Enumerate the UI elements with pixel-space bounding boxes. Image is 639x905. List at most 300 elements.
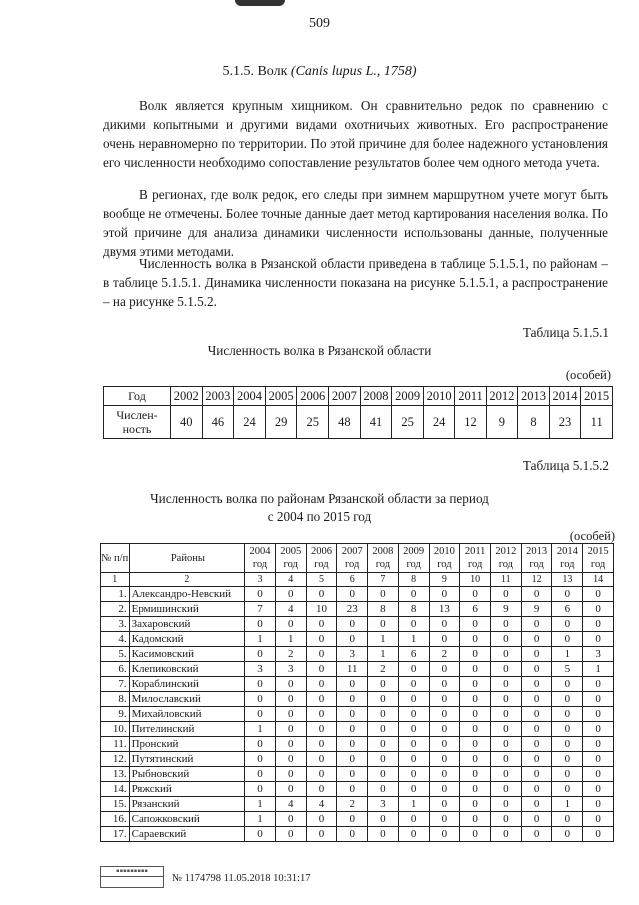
table1-count-cell: 24 bbox=[234, 406, 266, 439]
table2-value-cell: 0 bbox=[245, 587, 276, 602]
table2-row-number: 7. bbox=[101, 677, 130, 692]
table-row bbox=[101, 722, 614, 737]
table2-value-cell: 9 bbox=[491, 602, 522, 617]
table2-value-cell: 0 bbox=[460, 767, 491, 782]
table2-index-cell: 4 bbox=[275, 573, 306, 587]
table2-value-cell: 0 bbox=[460, 632, 491, 647]
table1-year-cell: 2013 bbox=[518, 387, 550, 406]
table2-district-name: Михайловский bbox=[129, 707, 245, 722]
table2-row-number: 16. bbox=[101, 812, 130, 827]
table2-value-cell: 0 bbox=[460, 827, 491, 842]
table2-year-header bbox=[429, 544, 460, 573]
table2-unit: (особей) bbox=[569, 529, 615, 543]
paragraph-1: Волк является крупным хищником. Он сравнительно редок по сравнению с дикими копытными и другими видами охотничьих животных. Его распространение очень неравномерно по территории. По этой причине для более надежного установления его численности необходимо сопоставление результатов более чем одного метода учета. bbox=[103, 98, 608, 170]
table2-value-cell: 2 bbox=[275, 647, 306, 662]
table2-row-number: 13. bbox=[101, 767, 130, 782]
table2-value-cell: 0 bbox=[306, 827, 337, 842]
table1-count-cell: 8 bbox=[518, 406, 550, 439]
table2-row-number: 8. bbox=[101, 692, 130, 707]
table2-district-name: Рязанский bbox=[129, 797, 245, 812]
table2-value-cell: 0 bbox=[337, 812, 368, 827]
table1-count-cell: 23 bbox=[549, 406, 581, 439]
table2-year-suffix: год bbox=[467, 559, 483, 570]
table2-value-cell: 0 bbox=[368, 827, 399, 842]
table2-district-name: Захаровский bbox=[129, 617, 245, 632]
table1-count-cell: 29 bbox=[265, 406, 297, 439]
table2-value-cell: 3 bbox=[368, 797, 399, 812]
table2-value-cell: 0 bbox=[429, 587, 460, 602]
table2-value-cell: 0 bbox=[521, 662, 552, 677]
signature-stamp: ▪▪▪▪▪▪▪▪▪ bbox=[100, 866, 164, 888]
table2-value-cell: 0 bbox=[491, 707, 522, 722]
table2-row-number: 9. bbox=[101, 707, 130, 722]
table1-year-cell: 2012 bbox=[486, 387, 518, 406]
table2-row-number: 10. bbox=[101, 722, 130, 737]
table2-value-cell: 1 bbox=[368, 647, 399, 662]
table2-value-cell: 0 bbox=[429, 662, 460, 677]
table2-value-cell: 0 bbox=[245, 827, 276, 842]
table2-year-value: 2004 bbox=[249, 546, 271, 557]
table2-value-cell: 0 bbox=[398, 677, 429, 692]
table2-title-line1: Численность волка по районам Рязанской области за период bbox=[150, 491, 489, 506]
table2-value-cell: 9 bbox=[521, 602, 552, 617]
table2-value-cell: 0 bbox=[552, 587, 583, 602]
table2-value-cell: 0 bbox=[552, 767, 583, 782]
table1-year-row bbox=[104, 387, 613, 406]
table2-value-cell: 0 bbox=[275, 752, 306, 767]
table2-year-header bbox=[552, 544, 583, 573]
table2-value-cell: 0 bbox=[245, 767, 276, 782]
table2-value-cell: 1 bbox=[398, 632, 429, 647]
table2-value-cell: 0 bbox=[491, 722, 522, 737]
table2-year-header bbox=[245, 544, 276, 573]
table2-value-cell: 0 bbox=[583, 602, 614, 617]
table-row bbox=[101, 737, 614, 752]
table2-year-suffix: год bbox=[252, 559, 268, 570]
table1-year-cell: 2010 bbox=[423, 387, 455, 406]
table2-year-header bbox=[491, 544, 522, 573]
table-row bbox=[101, 632, 614, 647]
table2-value-cell: 0 bbox=[306, 677, 337, 692]
table1-year-cell: 2006 bbox=[297, 387, 329, 406]
table2-index-cell: 5 bbox=[306, 573, 337, 587]
table1-year-cell: 2004 bbox=[234, 387, 266, 406]
table1-count-cell: 9 bbox=[486, 406, 518, 439]
table2-row-number: 5. bbox=[101, 647, 130, 662]
table2-value-cell: 0 bbox=[491, 632, 522, 647]
table2-value-cell: 0 bbox=[460, 707, 491, 722]
table2-value-cell: 0 bbox=[275, 617, 306, 632]
table2-value-cell: 0 bbox=[368, 722, 399, 737]
table1-count-cell: 11 bbox=[581, 406, 613, 439]
table-row bbox=[101, 752, 614, 767]
table2-value-cell: 0 bbox=[521, 617, 552, 632]
table2-value-cell: 0 bbox=[398, 722, 429, 737]
table-row bbox=[101, 617, 614, 632]
table2-value-cell: 0 bbox=[521, 797, 552, 812]
table2-value-cell: 0 bbox=[460, 677, 491, 692]
table2-value-cell: 0 bbox=[521, 632, 552, 647]
table-row bbox=[101, 767, 614, 782]
table2-district-name: Пителинский bbox=[129, 722, 245, 737]
table2-index-cell: 9 bbox=[429, 573, 460, 587]
table2-value-cell: 0 bbox=[429, 782, 460, 797]
table2-year-value: 2012 bbox=[495, 546, 517, 557]
table2-value-cell: 0 bbox=[429, 617, 460, 632]
table2-value-cell: 0 bbox=[337, 737, 368, 752]
table2-index-cell: 10 bbox=[460, 573, 491, 587]
table2-value-cell: 0 bbox=[552, 677, 583, 692]
table2-value-cell: 0 bbox=[583, 692, 614, 707]
table2-year-value: 2013 bbox=[526, 546, 548, 557]
table2-year-suffix: год bbox=[529, 559, 544, 570]
table2-label: Таблица 5.1.5.2 bbox=[522, 458, 609, 473]
table2-value-cell: 13 bbox=[429, 602, 460, 617]
table2-value-cell: 0 bbox=[583, 677, 614, 692]
table2-title bbox=[0, 490, 639, 526]
table2-index-cell: 2 bbox=[129, 573, 245, 587]
table2-value-cell: 0 bbox=[521, 767, 552, 782]
table1-count-cell: 41 bbox=[360, 406, 392, 439]
table2-value-cell: 4 bbox=[306, 797, 337, 812]
table2-district-name: Кораблинский bbox=[129, 677, 245, 692]
table2-value-cell: 1 bbox=[245, 797, 276, 812]
table2-value-cell: 0 bbox=[337, 677, 368, 692]
table2-value-cell: 0 bbox=[245, 782, 276, 797]
table2-value-cell: 0 bbox=[306, 767, 337, 782]
table2-value-cell: 0 bbox=[491, 767, 522, 782]
table2-row-number: 12. bbox=[101, 752, 130, 767]
table2-value-cell: 0 bbox=[460, 662, 491, 677]
table2-district-name: Сараевский bbox=[129, 827, 245, 842]
table2-value-cell: 0 bbox=[368, 752, 399, 767]
table2-value-cell: 0 bbox=[398, 707, 429, 722]
table2-value-cell: 0 bbox=[368, 737, 399, 752]
table-row bbox=[101, 587, 614, 602]
table2-year-value: 2011 bbox=[464, 546, 486, 557]
table2-index-cell: 3 bbox=[245, 573, 276, 587]
table2-value-cell: 10 bbox=[306, 602, 337, 617]
table2-value-cell: 0 bbox=[245, 707, 276, 722]
table2-value-cell: 0 bbox=[460, 692, 491, 707]
table2-value-cell: 0 bbox=[552, 752, 583, 767]
table2-value-cell: 0 bbox=[398, 617, 429, 632]
table2-index-cell: 13 bbox=[552, 573, 583, 587]
table2-district-name: Ермишинский bbox=[129, 602, 245, 617]
table2-value-cell: 0 bbox=[491, 662, 522, 677]
table2-value-cell: 0 bbox=[460, 737, 491, 752]
table2-year-value: 2015 bbox=[587, 546, 609, 557]
table2-value-cell: 0 bbox=[491, 677, 522, 692]
table2-value-cell: 23 bbox=[337, 602, 368, 617]
table2-year-header bbox=[583, 544, 614, 573]
table2-value-cell: 0 bbox=[429, 752, 460, 767]
table2-year-header bbox=[275, 544, 306, 573]
table2-index-cell: 6 bbox=[337, 573, 368, 587]
table2-index-cell: 7 bbox=[368, 573, 399, 587]
table2-district-name: Кадомский bbox=[129, 632, 245, 647]
table2-header-row bbox=[101, 544, 614, 573]
table2-district-name: Александро-Невский bbox=[129, 587, 245, 602]
table1-count-cell: 25 bbox=[297, 406, 329, 439]
table2-value-cell: 0 bbox=[491, 617, 522, 632]
table2-value-cell: 4 bbox=[275, 602, 306, 617]
table2-year-suffix: год bbox=[283, 559, 298, 570]
table2-value-cell: 0 bbox=[306, 632, 337, 647]
table2-year-value: 2009 bbox=[403, 546, 425, 557]
table2-value-cell: 0 bbox=[306, 782, 337, 797]
table2-value-cell: 2 bbox=[337, 797, 368, 812]
table2-value-cell: 0 bbox=[521, 647, 552, 662]
table2-value-cell: 0 bbox=[429, 737, 460, 752]
table2-row-number: 2. bbox=[101, 602, 130, 617]
table2-value-cell: 0 bbox=[583, 827, 614, 842]
table-row bbox=[101, 797, 614, 812]
table2-value-cell: 0 bbox=[275, 827, 306, 842]
table2-value-cell: 0 bbox=[398, 782, 429, 797]
table2-value-cell: 0 bbox=[491, 812, 522, 827]
table2-row-number: 4. bbox=[101, 632, 130, 647]
table2-value-cell: 0 bbox=[460, 617, 491, 632]
table2-district-name: Путятинский bbox=[129, 752, 245, 767]
table2-value-cell: 0 bbox=[429, 767, 460, 782]
table2-index-cell: 11 bbox=[491, 573, 522, 587]
table2-index-cell: 8 bbox=[398, 573, 429, 587]
document-number: № 1174798 11.05.2018 10:31:17 bbox=[172, 873, 311, 884]
scan-artifact bbox=[235, 0, 285, 6]
table2-year-value: 2008 bbox=[372, 546, 394, 557]
table2-value-cell: 0 bbox=[521, 812, 552, 827]
table2-value-cell: 0 bbox=[275, 587, 306, 602]
table2-value-cell: 0 bbox=[429, 797, 460, 812]
table2-year-value: 2007 bbox=[341, 546, 363, 557]
table2-index-row bbox=[101, 573, 614, 587]
table2-value-cell: 0 bbox=[337, 722, 368, 737]
table1-count-cell: 48 bbox=[329, 406, 361, 439]
table2-value-cell: 3 bbox=[583, 647, 614, 662]
table2-value-cell: 11 bbox=[337, 662, 368, 677]
table2-index-cell: 1 bbox=[101, 573, 130, 587]
table2-district-name: Милославский bbox=[129, 692, 245, 707]
table2-value-cell: 0 bbox=[552, 722, 583, 737]
table1-count-cell: 46 bbox=[202, 406, 234, 439]
table2-value-cell: 0 bbox=[337, 707, 368, 722]
table2-value-cell: 7 bbox=[245, 602, 276, 617]
table2-value-cell: 0 bbox=[368, 812, 399, 827]
table2-year-header bbox=[398, 544, 429, 573]
table1-year-cell: 2005 bbox=[265, 387, 297, 406]
table1-unit: (особей) bbox=[565, 368, 611, 382]
table2-value-cell: 1 bbox=[368, 632, 399, 647]
table2-value-cell: 0 bbox=[521, 677, 552, 692]
table2-value-cell: 0 bbox=[491, 692, 522, 707]
table2-value-cell: 0 bbox=[337, 767, 368, 782]
table2-value-cell: 0 bbox=[583, 722, 614, 737]
table2-value-cell: 1 bbox=[245, 812, 276, 827]
table2-value-cell: 0 bbox=[429, 707, 460, 722]
table2-index-cell: 12 bbox=[521, 573, 552, 587]
table2-year-suffix: год bbox=[498, 559, 514, 570]
table2-row-number: 15. bbox=[101, 797, 130, 812]
table2-year-suffix: год bbox=[437, 559, 452, 570]
table2-value-cell: 8 bbox=[398, 602, 429, 617]
table2-value-cell: 0 bbox=[460, 722, 491, 737]
table2-value-cell: 0 bbox=[521, 692, 552, 707]
table1-count-row bbox=[104, 406, 613, 439]
table1-title: Численность волка в Рязанской области bbox=[207, 343, 432, 358]
table2-value-cell: 1 bbox=[245, 722, 276, 737]
table2-year-header bbox=[521, 544, 552, 573]
table2-row-number: 17. bbox=[101, 827, 130, 842]
table2-row-number: 3. bbox=[101, 617, 130, 632]
table2-year-header bbox=[337, 544, 368, 573]
table2-value-cell: 0 bbox=[521, 737, 552, 752]
table2-value-cell: 0 bbox=[398, 692, 429, 707]
table2-value-cell: 0 bbox=[337, 827, 368, 842]
section-heading bbox=[0, 64, 639, 80]
table2-value-cell: 0 bbox=[275, 737, 306, 752]
table2-value-cell: 0 bbox=[491, 797, 522, 812]
table2-index-cell: 14 bbox=[583, 573, 614, 587]
table2-district-name: Рыбновский bbox=[129, 767, 245, 782]
table2-value-cell: 5 bbox=[552, 662, 583, 677]
table2-value-cell: 0 bbox=[583, 632, 614, 647]
table2-year-suffix: год bbox=[375, 559, 391, 570]
table2-value-cell: 0 bbox=[583, 617, 614, 632]
table2-value-cell: 0 bbox=[429, 812, 460, 827]
table2-value-cell: 3 bbox=[275, 662, 306, 677]
table2-year-suffix: год bbox=[314, 559, 329, 570]
table2-value-cell: 1 bbox=[552, 797, 583, 812]
table2-value-cell: 0 bbox=[583, 737, 614, 752]
table2-value-cell: 0 bbox=[583, 797, 614, 812]
table2-value-cell: 0 bbox=[491, 752, 522, 767]
table2-district-name: Клепиковский bbox=[129, 662, 245, 677]
table-row bbox=[101, 602, 614, 617]
table-row bbox=[101, 707, 614, 722]
table2-value-cell: 0 bbox=[337, 782, 368, 797]
table2-value-cell: 0 bbox=[368, 692, 399, 707]
table2-value-cell: 0 bbox=[337, 617, 368, 632]
table2-value-cell: 0 bbox=[521, 827, 552, 842]
table1-count-cell: 25 bbox=[392, 406, 424, 439]
table2-year-header bbox=[460, 544, 491, 573]
table2-value-cell: 0 bbox=[491, 737, 522, 752]
table2-value-cell: 0 bbox=[306, 812, 337, 827]
table2-value-cell: 4 bbox=[275, 797, 306, 812]
table2-value-cell: 0 bbox=[275, 812, 306, 827]
table1-year-cell: 2007 bbox=[329, 387, 361, 406]
table-row bbox=[101, 827, 614, 842]
table2-value-cell: 0 bbox=[398, 752, 429, 767]
table2-value-cell: 0 bbox=[306, 752, 337, 767]
table2-value-cell: 0 bbox=[275, 767, 306, 782]
table1-year-cell: 2008 bbox=[360, 387, 392, 406]
table2-value-cell: 0 bbox=[337, 692, 368, 707]
table2-value-cell: 0 bbox=[552, 827, 583, 842]
table2-year-value: 2005 bbox=[280, 546, 302, 557]
table1 bbox=[103, 386, 613, 439]
table2 bbox=[100, 543, 614, 842]
table2-value-cell: 0 bbox=[429, 692, 460, 707]
table2-value-cell: 0 bbox=[460, 647, 491, 662]
table1-count-cell: 24 bbox=[423, 406, 455, 439]
table2-value-cell: 8 bbox=[368, 602, 399, 617]
table2-value-cell: 0 bbox=[491, 827, 522, 842]
table2-district-name: Касимовский bbox=[129, 647, 245, 662]
table2-value-cell: 0 bbox=[460, 812, 491, 827]
table2-value-cell: 0 bbox=[521, 722, 552, 737]
table1-count-cell: 40 bbox=[171, 406, 203, 439]
table2-value-cell: 6 bbox=[398, 647, 429, 662]
table2-value-cell: 0 bbox=[583, 707, 614, 722]
table2-year-suffix: год bbox=[590, 559, 606, 570]
table2-row-number: 14. bbox=[101, 782, 130, 797]
table2-value-cell: 0 bbox=[245, 752, 276, 767]
table2-value-cell: 0 bbox=[368, 707, 399, 722]
table1-year-cell: 2003 bbox=[202, 387, 234, 406]
table2-value-cell: 0 bbox=[521, 587, 552, 602]
table2-district-name: Ряжский bbox=[129, 782, 245, 797]
table2-value-cell: 0 bbox=[552, 617, 583, 632]
table2-value-cell: 0 bbox=[245, 677, 276, 692]
table2-value-cell: 0 bbox=[275, 677, 306, 692]
table2-year-value: 2010 bbox=[433, 546, 455, 557]
table2-value-cell: 0 bbox=[306, 692, 337, 707]
table2-value-cell: 0 bbox=[429, 722, 460, 737]
table1-year-header: Год bbox=[104, 387, 171, 406]
table2-value-cell: 0 bbox=[368, 677, 399, 692]
page-number: 509 bbox=[309, 16, 330, 31]
table2-value-cell: 1 bbox=[275, 632, 306, 647]
table2-value-cell: 0 bbox=[552, 737, 583, 752]
table2-value-cell: 0 bbox=[275, 707, 306, 722]
table2-value-cell: 0 bbox=[245, 617, 276, 632]
table2-row-number: 1. bbox=[101, 587, 130, 602]
table2-value-cell: 0 bbox=[337, 632, 368, 647]
table2-value-cell: 0 bbox=[429, 677, 460, 692]
table2-value-cell: 0 bbox=[398, 767, 429, 782]
table2-value-cell: 0 bbox=[460, 797, 491, 812]
table2-value-cell: 3 bbox=[337, 647, 368, 662]
table2-value-cell: 0 bbox=[552, 632, 583, 647]
table2-value-cell: 0 bbox=[398, 827, 429, 842]
table2-value-cell: 1 bbox=[552, 647, 583, 662]
table2-value-cell: 0 bbox=[521, 782, 552, 797]
table2-value-cell: 0 bbox=[245, 647, 276, 662]
table2-value-cell: 0 bbox=[337, 752, 368, 767]
table2-value-cell: 0 bbox=[306, 587, 337, 602]
table2-value-cell: 0 bbox=[491, 647, 522, 662]
table2-value-cell: 0 bbox=[368, 587, 399, 602]
table2-value-cell: 0 bbox=[429, 632, 460, 647]
table2-row-number: 6. bbox=[101, 662, 130, 677]
table-row bbox=[101, 662, 614, 677]
table2-year-header bbox=[306, 544, 337, 573]
table2-value-cell: 1 bbox=[245, 632, 276, 647]
heading-latin-name: (Canis lupus L., 1758) bbox=[290, 64, 417, 79]
table2-value-cell: 0 bbox=[583, 587, 614, 602]
table2-value-cell: 0 bbox=[552, 692, 583, 707]
table2-row-number: 11. bbox=[101, 737, 130, 752]
table2-value-cell: 6 bbox=[460, 602, 491, 617]
table2-value-cell: 0 bbox=[398, 737, 429, 752]
table2-value-cell: 2 bbox=[429, 647, 460, 662]
table-row bbox=[101, 677, 614, 692]
table2-value-cell: 0 bbox=[552, 782, 583, 797]
table2-value-cell: 0 bbox=[398, 587, 429, 602]
table2-col-district: Районы bbox=[129, 544, 245, 573]
